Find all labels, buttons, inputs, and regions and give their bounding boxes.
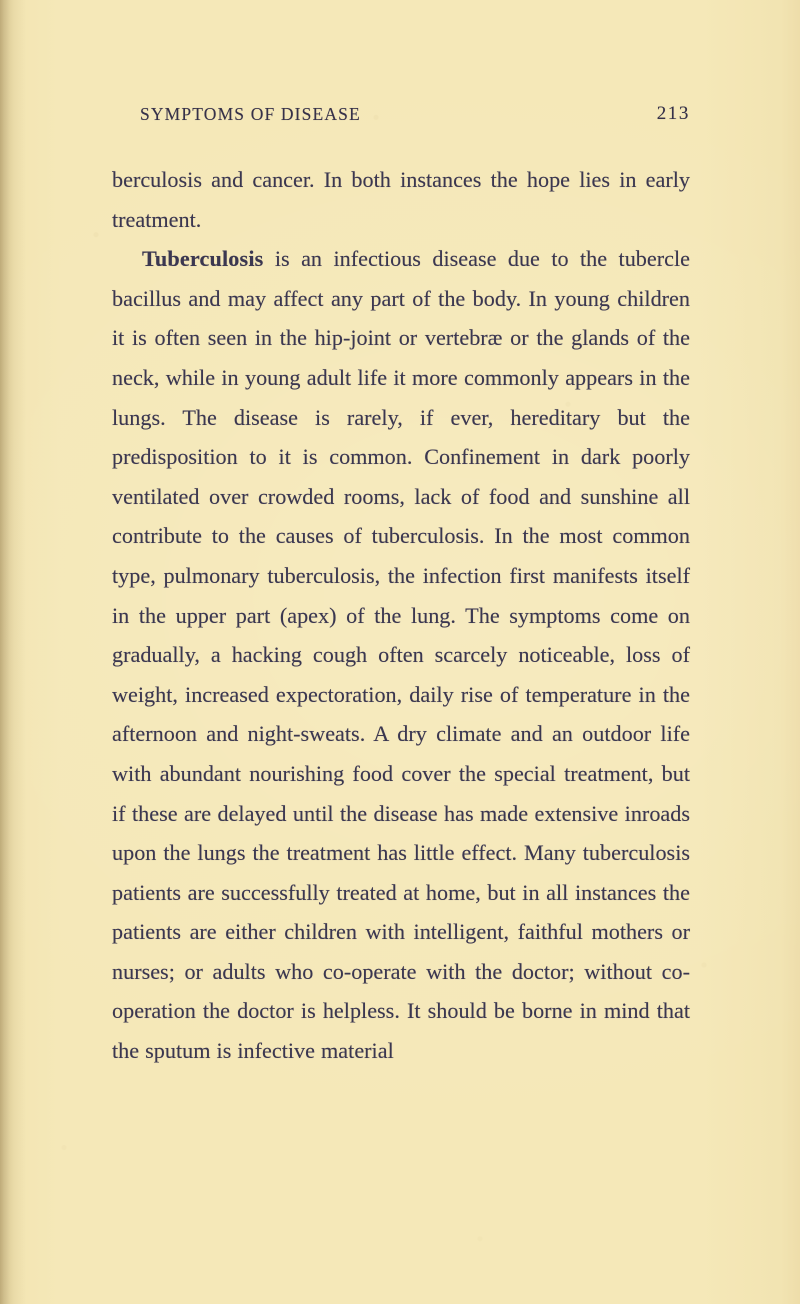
paragraph-tuberculosis-body: is an infectious disease due to the tubercle bacillus and may affect any part of the body. In young children it is often seen in the hip-joint or vertebræ or the glands of the neck, while in young adult life it more commonly appears in the lungs. The disease is rarely, if ever, hereditary but the predisposition to it is common. Confinement in dark poorly ventilated over crowded rooms, lack of food and sunshine all contribute to the causes of tuberculosis. In the most common type, pulmonary tuberculosis, the infection first manifests itself in the upper part (apex) of the lung. The symptoms come on gradually, a hacking cough often scarcely noticeable, loss of weight, increased expectoration, daily rise of temperature in the afternoon and night-sweats. A dry climate and an outdoor life with abundant nourishing food cover the special treatment, but if these are delayed until the disease has made extensive inroads upon the lungs the treatment has little effect. Many tuberculosis patients are successfully treated at home, but in all instances the patients are either children with intelligent, faithful mothers or nurses; or adults who co-operate with the doctor; without co-operation the doctor is helpless. It should be borne in mind that the sputum is infective material: [112, 246, 690, 1064]
text-block: [112, 0, 690, 1071]
paragraph-tuberculosis: [112, 239, 690, 1070]
page-gutter-shadow: [0, 0, 26, 1304]
body-text: [112, 160, 690, 1071]
page-number: 213: [656, 103, 690, 124]
running-head: [112, 104, 690, 150]
running-head-title: SYMPTOMS OF DISEASE: [140, 104, 361, 124]
paragraph-continued: berculosis and cancer. In both instances the hope lies in early treatment.: [112, 167, 690, 232]
lead-term-tuberculosis: Tuberculosis: [142, 246, 264, 272]
